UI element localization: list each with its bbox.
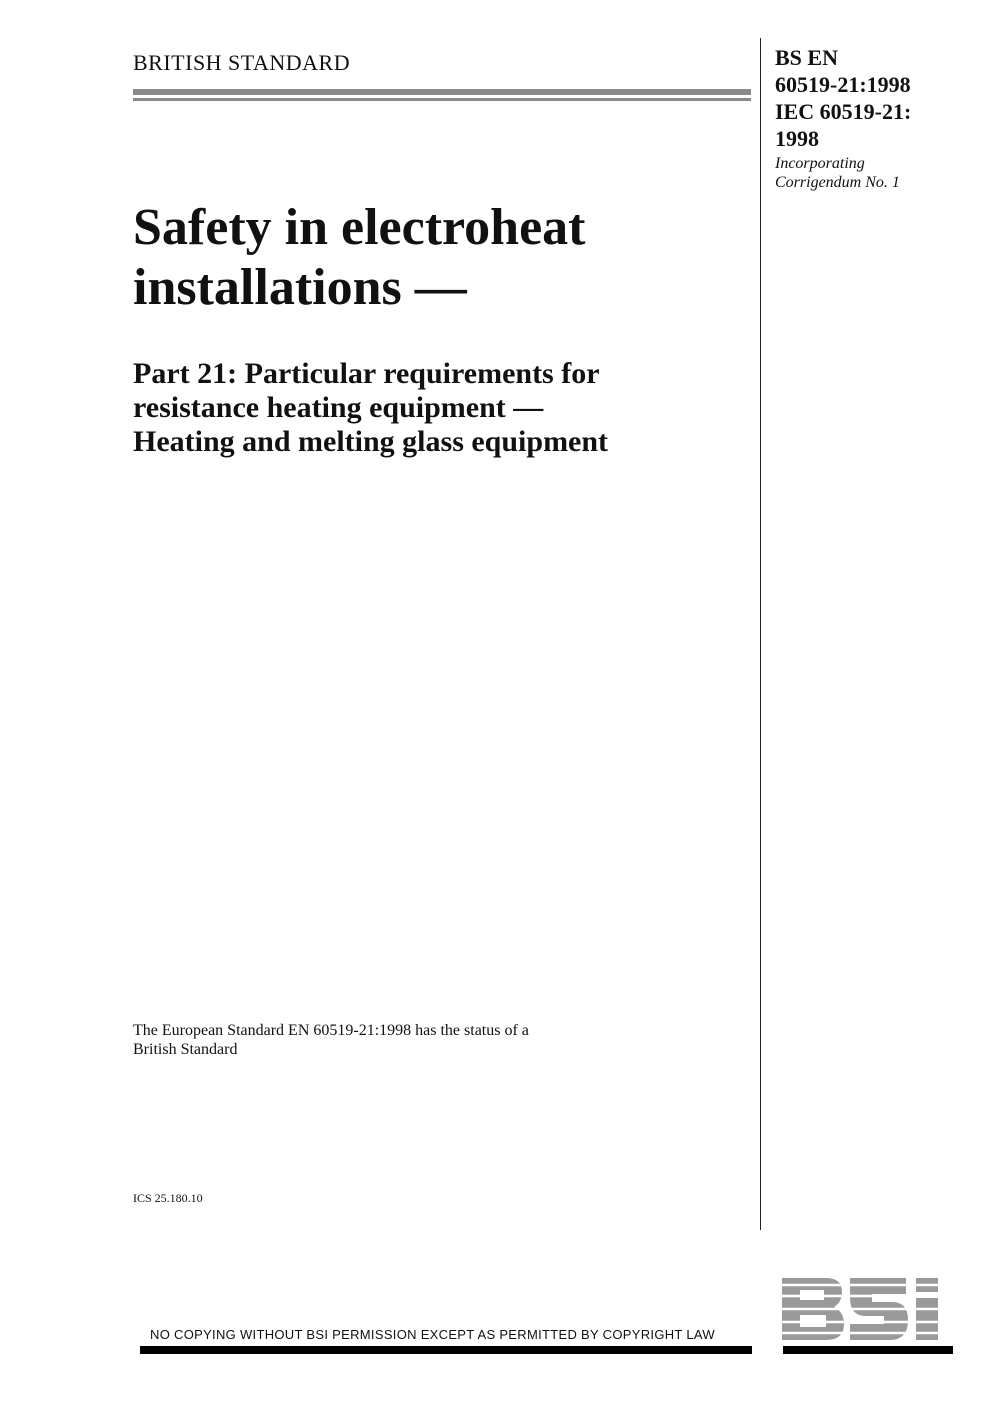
document-subtitle-line: Heating and melting glass equipment — [133, 425, 609, 458]
status-statement — [133, 1021, 653, 1059]
status-statement-line: The European Standard EN 60519-21:1998 has the status of a — [133, 1022, 529, 1039]
document-subtitle-line: resistance heating equipment — — [133, 391, 544, 424]
document-title-line: Safety in electroheat — [133, 199, 586, 256]
header-rule — [133, 89, 751, 95]
reference-line: BS EN — [775, 45, 838, 70]
corrigendum-note — [775, 154, 985, 192]
document-subtitle — [133, 357, 743, 459]
standard-reference — [775, 44, 985, 192]
corrigendum-note-line: Incorporating — [775, 155, 865, 172]
status-statement-line: British Standard — [133, 1041, 238, 1058]
reference-line: IEC 60519-21: — [775, 99, 912, 124]
reference-line: 60519-21:1998 — [775, 72, 911, 97]
column-divider — [760, 38, 761, 1230]
header-rule-secondary — [133, 98, 751, 101]
reference-line: 1998 — [775, 126, 819, 151]
logo-rule — [783, 1346, 953, 1354]
series-label: BRITISH STANDARD — [133, 50, 351, 75]
document-subtitle-line: Part 21: Particular requirements for — [133, 357, 600, 390]
corrigendum-note-line: Corrigendum No. 1 — [775, 174, 900, 191]
document-title-line: installations — — [133, 259, 467, 316]
bsi-logo — [780, 1276, 956, 1342]
document-title — [133, 198, 733, 318]
copyright-notice: NO COPYING WITHOUT BSI PERMISSION EXCEPT AS PERMITTED BY COPYRIGHT LAW — [150, 1327, 715, 1342]
footer-rule — [140, 1346, 752, 1354]
ics-code: ICS 25.180.10 — [133, 1191, 203, 1205]
